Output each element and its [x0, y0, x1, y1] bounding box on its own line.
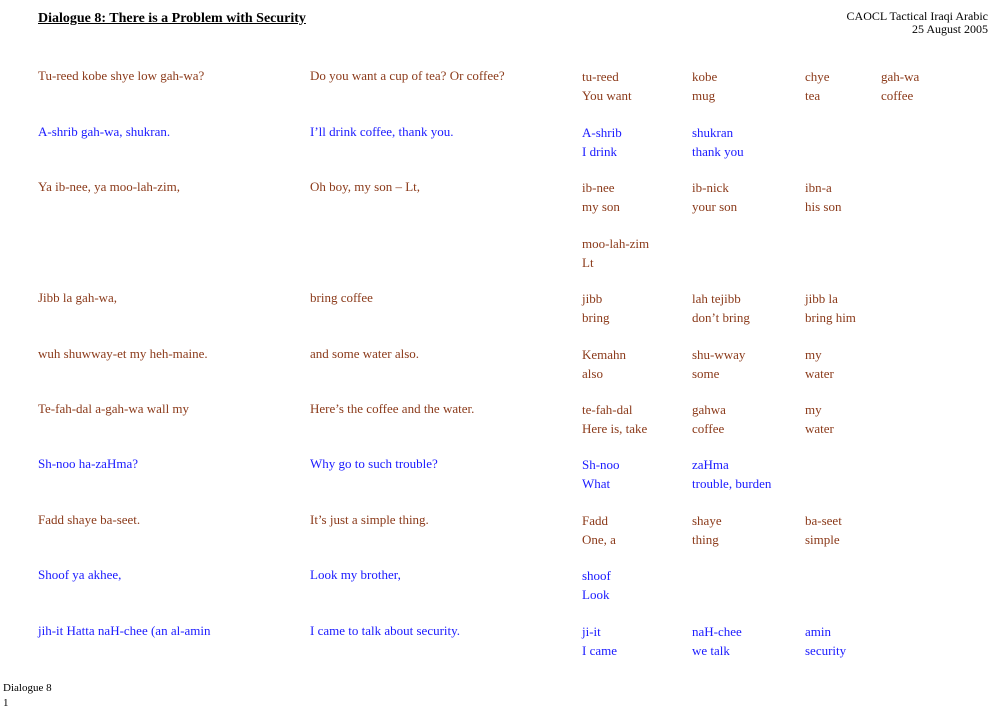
vocab-term: Sh-noo: [582, 457, 620, 472]
vocab-meaning: my son: [582, 198, 620, 214]
arabic-phrase: Jibb la gah-wa,: [38, 290, 118, 305]
vocab-item: [692, 623, 742, 660]
vocab-meaning: coffee: [881, 87, 914, 103]
vocab-term: Fadd: [582, 513, 608, 528]
vocab-meaning: his son: [805, 198, 842, 214]
vocab-term: Kemahn: [582, 347, 627, 362]
vocab-meaning: tea: [805, 87, 821, 103]
english-translation: Oh boy, my son – Lt,: [310, 179, 421, 194]
vocab-meaning: trouble, burden: [692, 475, 772, 491]
arabic-phrase: Sh-noo ha-zaHma?: [38, 456, 138, 471]
vocab-term: gah-wa: [881, 69, 920, 84]
vocab-meaning: bring him: [805, 309, 856, 325]
vocab-item: [582, 290, 609, 327]
date-label: 25 August 2005: [911, 22, 988, 36]
vocab-meaning: your son: [692, 198, 738, 214]
vocab-item: [805, 68, 830, 105]
vocab-meaning: bring: [582, 309, 610, 325]
vocab-item: [582, 567, 611, 604]
vocab-item: [582, 235, 649, 272]
vocab-item: [692, 290, 750, 327]
arabic-phrase: Ya ib-nee, ya moo-lah-zim,: [38, 179, 181, 194]
page-footer: [3, 681, 52, 711]
vocab-meaning: coffee: [692, 420, 725, 436]
vocab-item: [582, 512, 616, 549]
arabic-phrase: Shoof ya akhee,: [38, 567, 122, 582]
vocab-item: [805, 346, 834, 383]
vocab-meaning: You want: [582, 87, 632, 103]
vocab-item: [692, 179, 737, 216]
vocab-meaning: water: [805, 365, 834, 381]
english-translation: Here’s the coffee and the water.: [310, 401, 475, 416]
vocab-term: amin: [805, 624, 831, 639]
vocab-meaning: Look: [582, 586, 610, 602]
vocab-item: [805, 179, 841, 216]
vocab-meaning: water: [805, 420, 834, 436]
english-translation: bring coffee: [310, 290, 373, 305]
vocab-meaning: One, a: [582, 531, 616, 547]
vocab-term: lah tejibb: [692, 291, 741, 306]
vocab-term: ibn-a: [805, 180, 832, 195]
vocab-term: zaHma: [692, 457, 729, 472]
vocab-meaning: Here is, take: [582, 420, 648, 436]
vocab-term: my: [805, 402, 822, 417]
vocab-meaning: I drink: [582, 143, 618, 159]
vocab-item: [582, 401, 647, 438]
vocab-meaning: thing: [692, 531, 719, 547]
vocab-item: [582, 623, 617, 660]
vocab-term: shukran: [692, 125, 734, 140]
vocab-term: ji-it: [582, 624, 601, 639]
vocab-term: tu-reed: [582, 69, 619, 84]
vocab-meaning: mug: [692, 87, 716, 103]
vocab-item: [582, 68, 632, 105]
vocab-item: [881, 68, 919, 105]
vocab-term: ib-nee: [582, 180, 615, 195]
vocab-meaning: thank you: [692, 143, 744, 159]
vocab-meaning: What: [582, 475, 611, 491]
arabic-phrase: jih-it Hatta naH-chee (an al-amin: [38, 623, 211, 638]
vocab-term: my: [805, 347, 822, 362]
vocab-term: moo-lah-zim: [582, 236, 650, 251]
vocab-term: ba-seet: [805, 513, 842, 528]
footer-label: Dialogue 8: [3, 682, 52, 694]
vocab-meaning: don’t bring: [692, 309, 750, 325]
vocab-item: [582, 124, 622, 161]
vocab-meaning: security: [805, 642, 847, 658]
english-translation: I came to talk about security.: [310, 623, 461, 638]
vocab-term: naH-chee: [692, 624, 742, 639]
english-translation: It’s just a simple thing.: [310, 512, 429, 527]
vocab-item: [692, 456, 771, 493]
vocab-term: jibb la: [805, 291, 838, 306]
arabic-phrase: Fadd shaye ba-seet.: [38, 512, 141, 527]
vocab-item: [805, 623, 846, 660]
vocab-term: shaye: [692, 513, 722, 528]
vocab-term: A-shrib: [582, 125, 622, 140]
vocab-term: gahwa: [692, 402, 726, 417]
org-label: CAOCL Tactical Iraqi Arabic: [846, 9, 988, 23]
english-translation: Look my brother,: [310, 567, 401, 582]
arabic-phrase: A-shrib gah-wa, shukran.: [38, 124, 171, 139]
vocab-item: [582, 346, 626, 383]
vocab-meaning: we talk: [692, 642, 730, 658]
english-translation: I’ll drink coffee, thank you.: [310, 124, 454, 139]
english-translation: and some water also.: [310, 346, 420, 361]
vocab-meaning: Lt: [582, 254, 594, 270]
vocab-term: kobe: [692, 69, 718, 84]
vocab-term: chye: [805, 69, 830, 84]
english-translation: Do you want a cup of tea? Or coffee?: [310, 68, 505, 83]
vocab-item: [805, 401, 834, 438]
arabic-phrase: Tu-reed kobe shye low gah-wa?: [38, 68, 205, 83]
vocab-item: [692, 346, 745, 383]
vocab-item: [692, 512, 722, 549]
vocab-item: [692, 124, 744, 161]
vocab-term: jibb: [582, 291, 603, 306]
vocab-item: [582, 456, 620, 493]
vocab-term: shoof: [582, 568, 611, 583]
arabic-phrase: wuh shuwway-et my heh-maine.: [38, 346, 208, 361]
vocab-term: ib-nick: [692, 180, 729, 195]
vocab-item: [805, 290, 856, 327]
vocab-meaning: simple: [805, 531, 840, 547]
english-translation: Why go to such trouble?: [310, 456, 438, 471]
page-title: Dialogue 8: There is a Problem with Security: [38, 11, 306, 26]
vocab-meaning: also: [582, 365, 603, 381]
vocab-meaning: I came: [582, 642, 618, 658]
vocab-term: shu-wway: [692, 347, 746, 362]
vocab-item: [805, 512, 842, 549]
vocab-term: te-fah-dal: [582, 402, 633, 417]
page-number: 1: [3, 697, 9, 709]
header-info: [847, 10, 988, 36]
vocab-item: [692, 401, 726, 438]
vocab-item: [582, 179, 620, 216]
arabic-phrase: Te-fah-dal a-gah-wa wall my: [38, 401, 190, 416]
vocab-meaning: some: [692, 365, 720, 381]
vocab-item: [692, 68, 717, 105]
